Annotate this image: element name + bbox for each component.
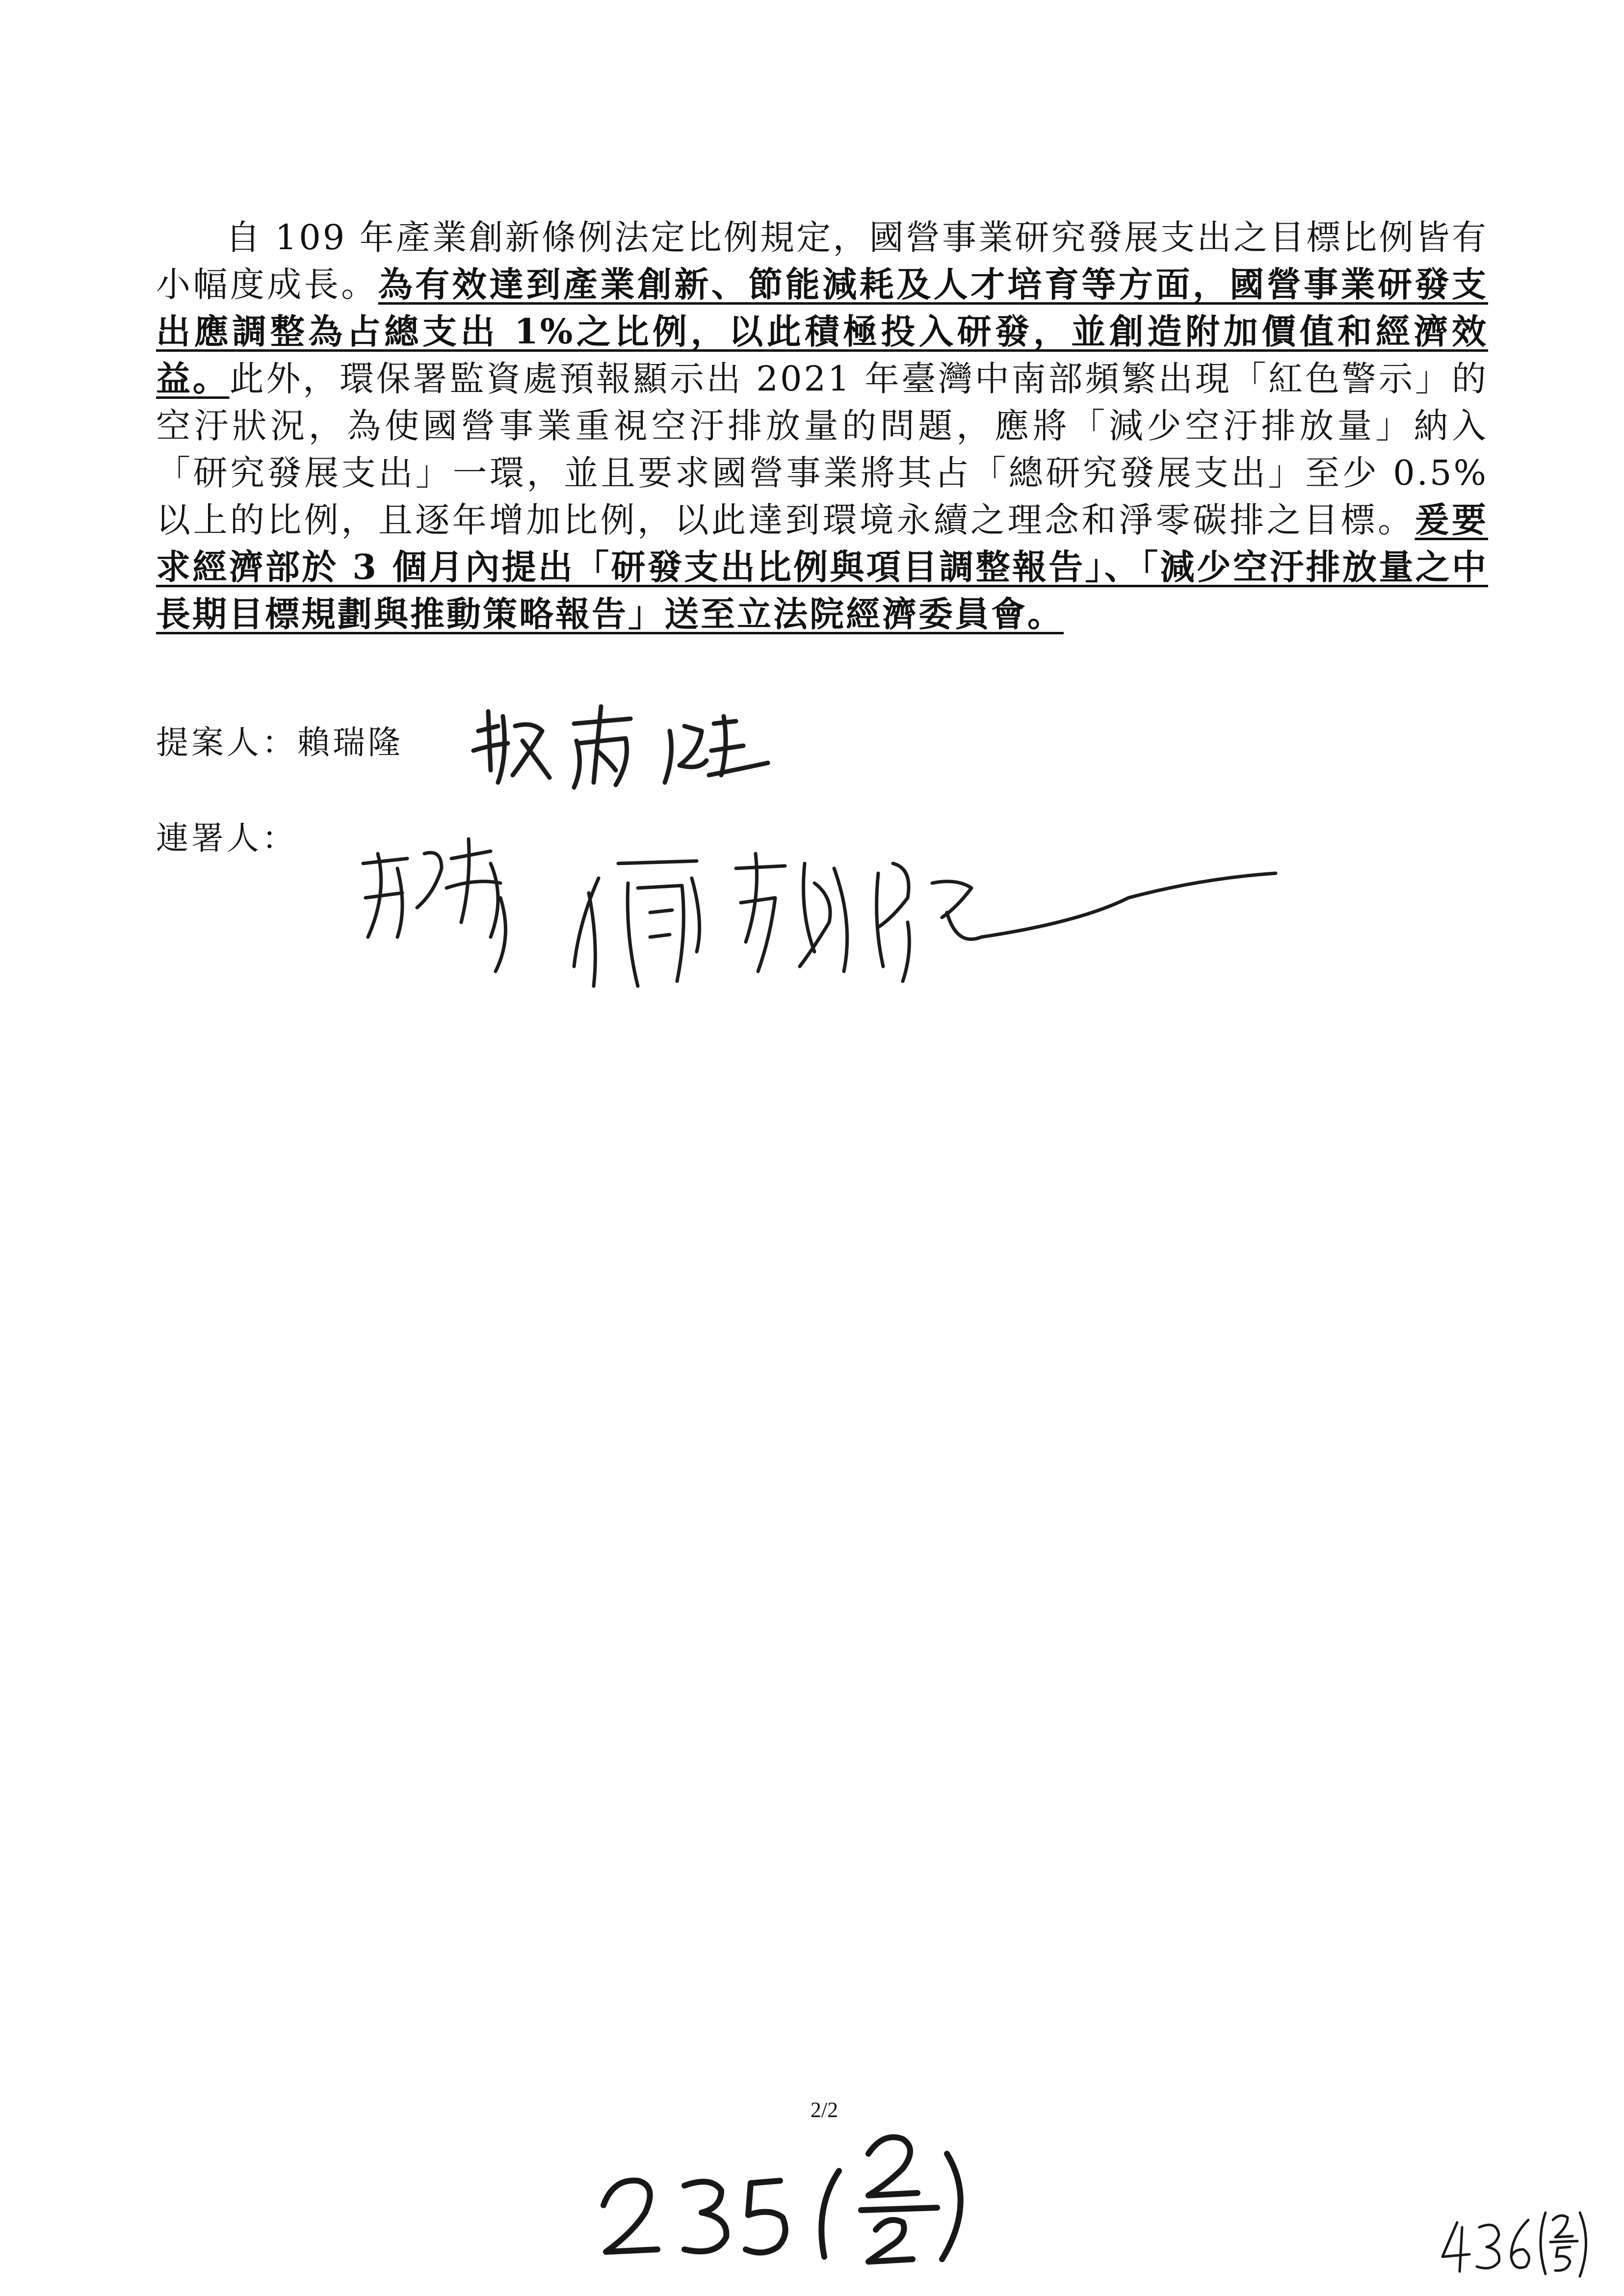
handwritten-page-stamp [594,2119,1065,2267]
motion-body [156,214,1488,638]
cosigner-label: 連署人： [156,819,297,857]
paragraph-intro: 自 109 年產業創新條例法定比例規定，國營事業研究發展支出之目標比例皆有小幅度成長。 [156,217,1488,305]
motion-paragraph [156,214,1488,638]
handwritten-side-stamp [1433,2193,1595,2281]
paragraph-body: 此外，環保署監資處預報顯示出 2021 年臺灣中南部頻繁出現「紅色警示」的空汙狀況，為使國營事業重視空汙排放量的問題，應將「減少空汙排放量」納入「研究發展支出」一環，並且要求國營事業將其占「總研究發展支出」至少 0.5%以上的比例，且逐年增加比例，以此達到環境永續之理念和淨零碳排之目標。 [156,359,1489,540]
page-number: 2/2 [810,2098,838,2122]
cosigner-signatures [343,824,1285,1030]
proposer-label: 提案人：賴瑞隆 [156,724,403,761]
proposer-signature [469,697,773,795]
paragraph-emphasis-1: 為有效達到產業創新、節能減耗及人才培育等方面，國營事業研發支出應調整為占總支出 1%之比例，以此積極投入研發，並創造附加價值和經濟效益。 [156,264,1489,399]
paragraph-emphasis-2: 爰要求經濟部於 3 個月內提出「研發支出比例與項目調整報告」、「減少空汙排放量之中長期目標規劃與推動策略報告」送至立法院經濟委員會。 [156,499,1489,634]
